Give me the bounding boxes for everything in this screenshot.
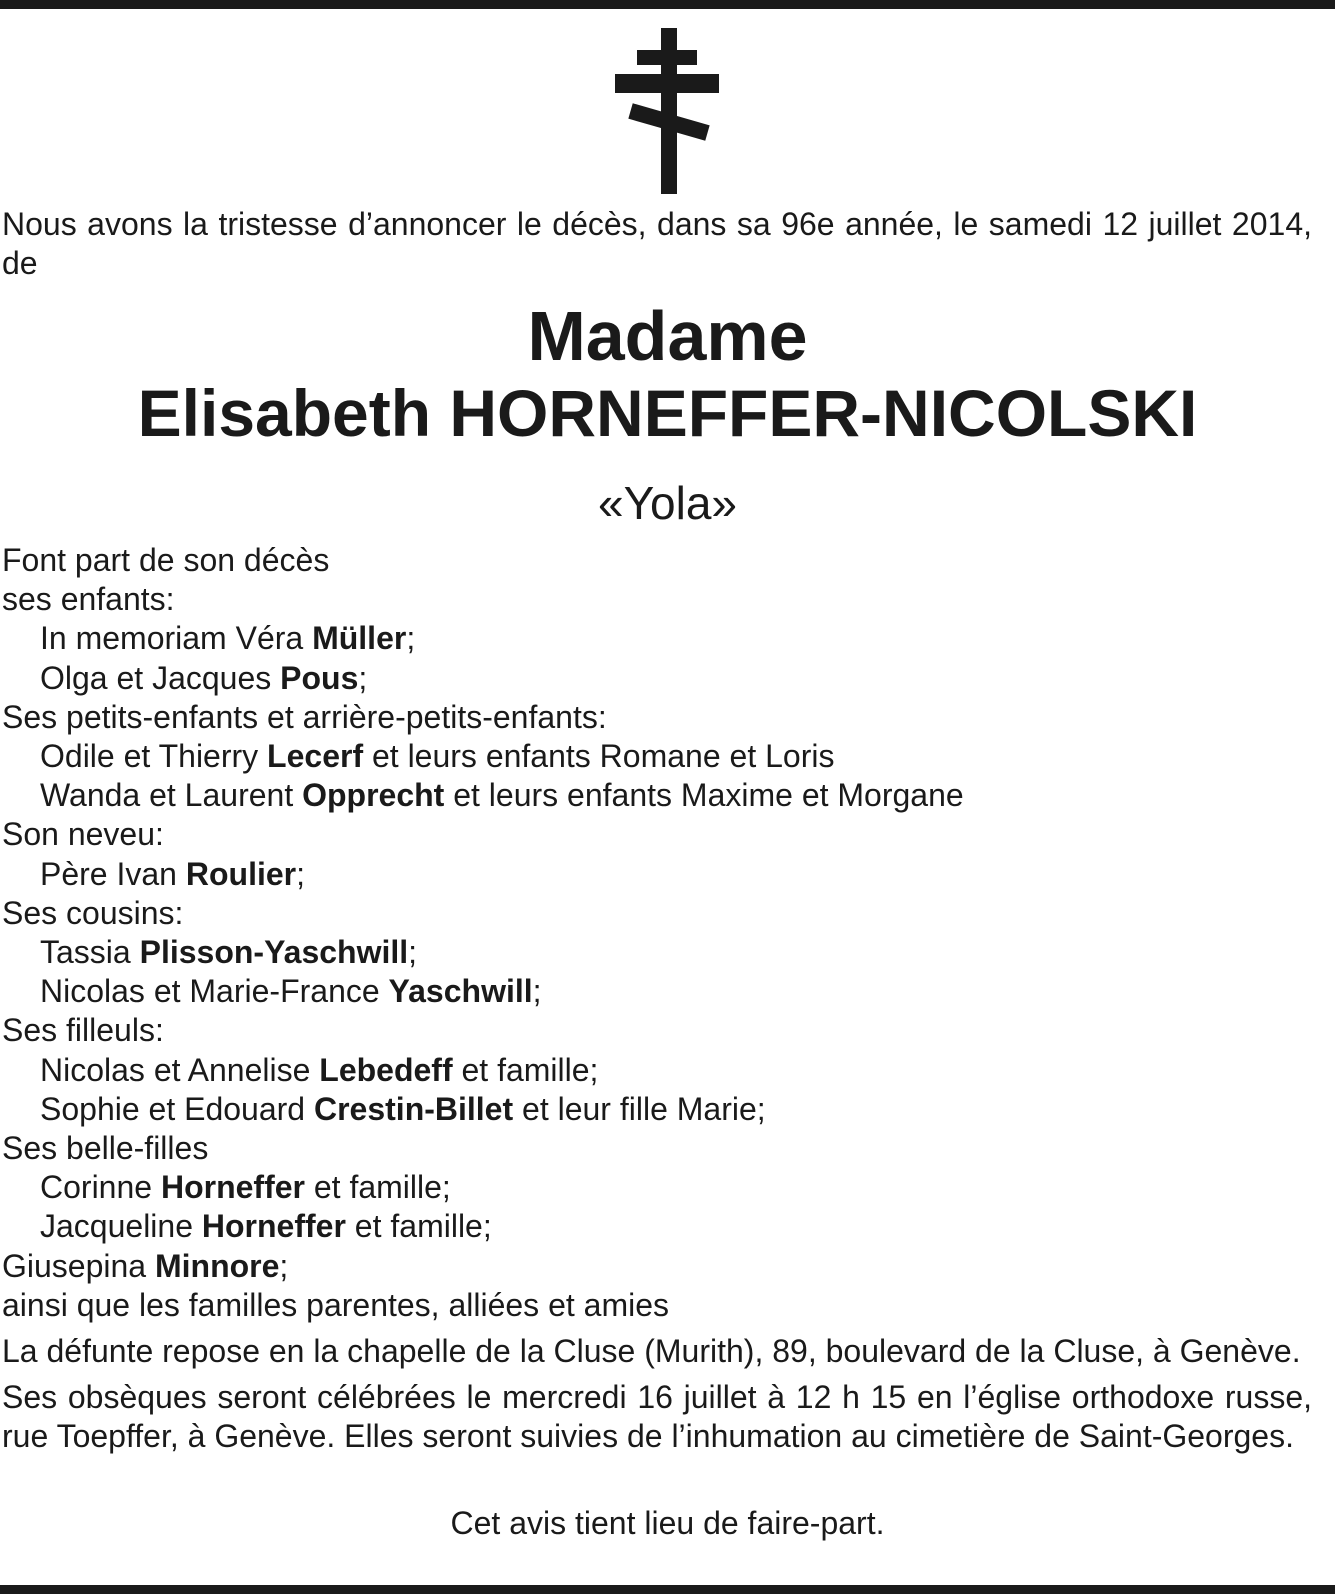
family-line-text: Jacqueline <box>40 1208 202 1245</box>
family-line-text: Giusepina <box>2 1247 155 1284</box>
family-line-text: Nicolas et Annelise <box>40 1051 320 1088</box>
family-line <box>2 1051 1312 1090</box>
family-line-suffix: ; <box>358 659 368 696</box>
family-surname: Roulier <box>185 855 297 892</box>
family-line <box>2 1090 1312 1129</box>
top-border-rule <box>0 0 1335 9</box>
family-line <box>2 933 1312 972</box>
family-line <box>2 855 1312 894</box>
family-line-suffix: et famille; <box>304 1169 451 1206</box>
nickname: «Yola» <box>597 477 737 529</box>
family-line-suffix: et famille; <box>345 1208 492 1245</box>
family-line-suffix: ; <box>296 855 305 892</box>
family-line <box>2 894 1312 933</box>
family-line-suffix: et famille; <box>452 1051 599 1088</box>
family-surname: Minnore <box>154 1247 280 1284</box>
family-line-text: Ses filleuls: <box>2 1012 164 1049</box>
orthodox-cross-icon <box>615 28 719 194</box>
family-line <box>2 1129 1312 1168</box>
family-line <box>2 776 1312 815</box>
family-line-text: Son neveu: <box>2 816 164 853</box>
family-line <box>2 972 1312 1011</box>
family-line-suffix: et leur fille Marie; <box>513 1090 766 1127</box>
family-line-suffix: et leurs enfants Maxime et Morgane <box>444 777 964 814</box>
family-line <box>2 815 1312 854</box>
family-surname: Plisson-Yaschwill <box>139 934 409 971</box>
family-surname: Opprecht <box>302 777 445 814</box>
family-line <box>2 1286 1312 1325</box>
family-surname: Yaschwill <box>388 973 533 1010</box>
family-line-text: Père Ivan <box>40 855 186 892</box>
family-surname: Pous <box>280 659 359 696</box>
title-honorific: Madame <box>527 297 808 375</box>
family-surname: Lecerf <box>267 738 364 775</box>
repose-text: La défunte repose en la chapelle de la Cluse (Murith), 89, boulevard de la Cluse, à Genève. <box>2 1333 1301 1369</box>
family-line <box>2 619 1312 658</box>
family-list <box>2 541 1312 1325</box>
family-line-text: Nicolas et Marie-France <box>40 973 389 1010</box>
family-line-text: Ses petits-enfants et arrière-petits-enfants: <box>2 698 607 735</box>
family-surname: Crestin-Billet <box>313 1090 514 1127</box>
family-surname: Müller <box>312 620 407 657</box>
family-line-suffix: et leurs enfants Romane et Loris <box>363 738 835 775</box>
family-line-text: Ses cousins: <box>2 894 184 931</box>
closing-text: Cet avis tient lieu de faire-part. <box>450 1505 885 1541</box>
family-line-text: ses enfants: <box>2 581 175 618</box>
intro-text: Nous avons la tristesse d’annoncer le décès, dans sa 96e année, le samedi 12 juillet 2014, de <box>2 206 1312 281</box>
funeral-text: Ses obsèques seront célébrées le mercredi 16 juillet à 12 h 15 en l’église orthodoxe russe, rue Toepffer, à Genève. Elles seront suivies de l’inhumation au cimetière de Saint-Georges. <box>2 1379 1312 1454</box>
family-line-suffix: ; <box>532 973 542 1010</box>
family-line-text: In memoriam Véra <box>40 620 313 657</box>
family-line <box>2 580 1312 619</box>
family-surname: Horneffer <box>160 1169 305 1206</box>
family-line-suffix: ; <box>408 934 418 971</box>
family-line-text: Font part de son décès <box>2 542 330 578</box>
family-line-suffix: ; <box>279 1247 289 1284</box>
family-line-suffix: ; <box>406 620 416 657</box>
family-surname: Horneffer <box>201 1208 346 1245</box>
family-line-text: Tassia <box>40 934 140 971</box>
family-line-text: Wanda et Laurent <box>40 777 303 814</box>
family-line <box>2 659 1312 698</box>
family-line-text: Ses belle-filles <box>2 1130 209 1167</box>
deceased-name: Elisabeth HORNEFFER-NICOLSKI <box>137 376 1198 450</box>
family-line-text: Olga et Jacques <box>40 659 281 696</box>
bottom-border-rule <box>0 1585 1335 1594</box>
family-surname: Lebedeff <box>319 1051 453 1088</box>
family-line-text: ainsi que les familles parentes, alliées et amies <box>2 1286 669 1323</box>
family-line <box>2 1247 1312 1286</box>
family-line <box>2 1207 1312 1246</box>
family-line-text: Odile et Thierry <box>40 738 268 775</box>
family-line <box>2 698 1312 737</box>
family-line <box>2 1168 1312 1207</box>
family-line <box>2 737 1312 776</box>
family-line <box>2 541 1312 580</box>
family-line <box>2 1011 1312 1050</box>
family-line-text: Corinne <box>40 1169 161 1206</box>
family-line-text: Sophie et Edouard <box>40 1090 314 1127</box>
